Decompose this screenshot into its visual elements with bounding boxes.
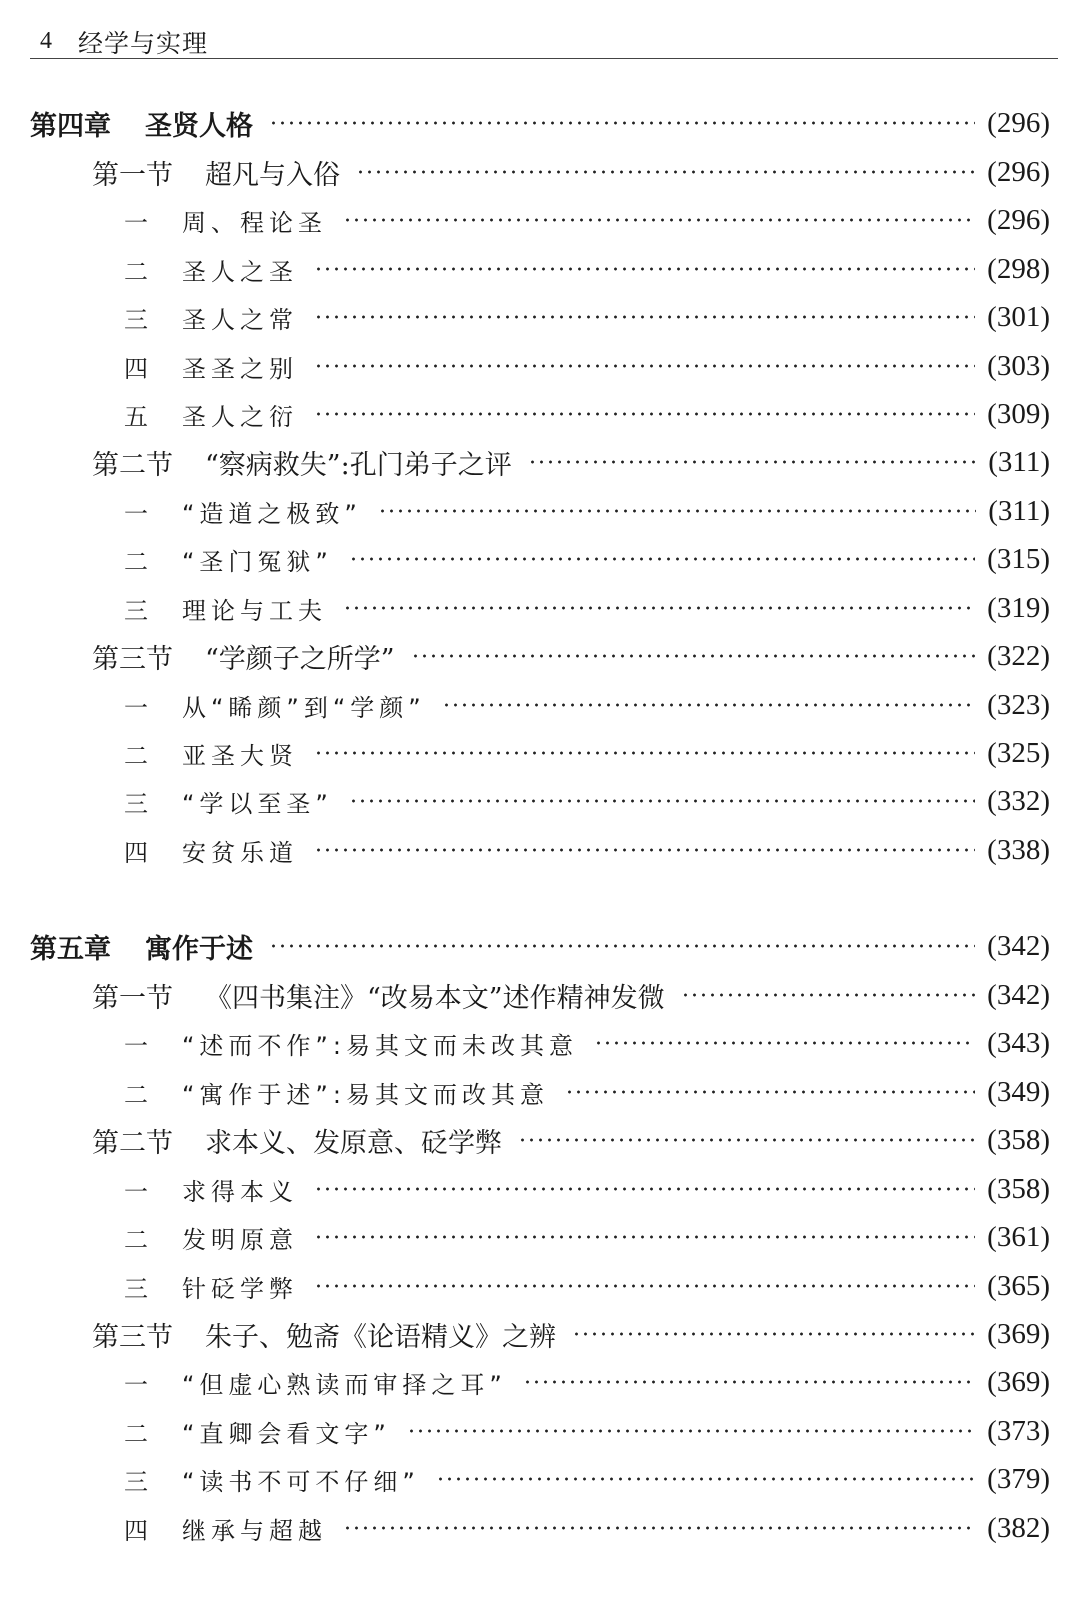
- dot-leader: [343, 1526, 975, 1530]
- dot-leader: [314, 751, 975, 755]
- toc-item[interactable]: [124, 1215, 1050, 1259]
- item-label: 二: [124, 547, 148, 576]
- toc-item[interactable]: [124, 1409, 1050, 1453]
- toc-chapter[interactable]: [30, 101, 1050, 145]
- page-ref: (349): [987, 1075, 1050, 1108]
- section-label: 第三节: [92, 643, 173, 675]
- page-ref: (303): [987, 349, 1050, 382]
- page-ref: (296): [987, 203, 1050, 236]
- item-label: 一: [124, 499, 148, 528]
- page-ref: (379): [987, 1462, 1050, 1495]
- toc-item[interactable]: [124, 1360, 1050, 1404]
- toc-section[interactable]: [92, 1312, 1050, 1356]
- dot-leader: [528, 460, 977, 464]
- item-title: 圣圣之别: [182, 354, 298, 383]
- dot-leader: [523, 1380, 975, 1384]
- page-ref: (332): [987, 784, 1050, 817]
- item-title: “寓作于述”:易其文而改其意: [182, 1080, 549, 1109]
- section-title: 《四书集注》“改易本文”述作精神发微: [205, 982, 665, 1014]
- item-title: “造道之极致”: [182, 499, 362, 528]
- item-title: 圣人之圣: [182, 257, 298, 286]
- item-title: “述而不作”:易其文而未改其意: [182, 1031, 578, 1060]
- dot-leader: [314, 1235, 975, 1239]
- item-title: “圣门冤狱”: [182, 547, 333, 576]
- toc-item[interactable]: [124, 247, 1050, 291]
- dot-leader: [314, 267, 975, 271]
- section-title: 超凡与入俗: [205, 159, 340, 191]
- dot-leader: [681, 993, 976, 997]
- item-label: 二: [124, 741, 148, 770]
- toc-item[interactable]: [124, 392, 1050, 436]
- page-ref: (325): [987, 736, 1050, 769]
- toc-item[interactable]: [124, 489, 1050, 533]
- item-title: 针砭学弊: [182, 1274, 298, 1303]
- toc-section[interactable]: [92, 634, 1050, 678]
- toc-section[interactable]: [92, 973, 1050, 1017]
- toc-item[interactable]: [124, 198, 1050, 242]
- item-label: 二: [124, 1225, 148, 1254]
- page-ref: (342): [987, 929, 1050, 962]
- chapter-label: 第五章: [30, 933, 111, 965]
- item-title: 安贫乐道: [182, 838, 298, 867]
- item-title: “但虚心熟读而审择之耳”: [182, 1370, 507, 1399]
- page-ref: (315): [987, 542, 1050, 575]
- item-title: 继承与超越: [182, 1516, 327, 1545]
- page-ref: (343): [987, 1026, 1050, 1059]
- item-label: 一: [124, 1031, 148, 1060]
- page-ref: (311): [988, 494, 1050, 527]
- dot-leader: [343, 606, 975, 610]
- dot-leader: [565, 1090, 975, 1094]
- section-title: 朱子、勉斋《论语精义》之辨: [205, 1321, 556, 1353]
- chapter-title: 圣贤人格: [145, 110, 253, 142]
- page-ref: (373): [987, 1414, 1050, 1447]
- dot-leader: [269, 944, 975, 948]
- page-ref: (358): [987, 1172, 1050, 1205]
- page-ref: (301): [987, 300, 1050, 333]
- item-label: 三: [124, 305, 148, 334]
- toc-chapter[interactable]: [30, 924, 1050, 968]
- item-title: 圣人之常: [182, 305, 298, 334]
- dot-leader: [314, 1284, 975, 1288]
- page-ref: (358): [987, 1123, 1050, 1156]
- toc-item[interactable]: [124, 731, 1050, 775]
- page-ref: (298): [987, 252, 1050, 285]
- item-title: “读书不可不仔细”: [182, 1467, 420, 1496]
- page-ref: (311): [988, 445, 1050, 478]
- section-title: 求本义、发原意、砭学弊: [205, 1127, 502, 1159]
- dot-leader: [314, 412, 975, 416]
- toc-item[interactable]: [124, 1167, 1050, 1211]
- item-label: 三: [124, 1467, 148, 1496]
- item-title: 从“睎颜”到“学颜”: [182, 693, 426, 722]
- item-title: 发明原意: [182, 1225, 298, 1254]
- dot-leader: [343, 218, 975, 222]
- dot-leader: [314, 315, 975, 319]
- dot-leader: [518, 1138, 975, 1142]
- toc-item[interactable]: [124, 537, 1050, 581]
- dot-leader: [378, 509, 976, 513]
- page-ref: (322): [987, 639, 1050, 672]
- dot-leader: [356, 170, 975, 174]
- item-label: 二: [124, 1080, 148, 1109]
- dot-leader: [314, 848, 975, 852]
- page-ref: (338): [987, 833, 1050, 866]
- page-number: 4: [40, 28, 52, 54]
- item-label: 三: [124, 1274, 148, 1303]
- item-title: 周、程论圣: [182, 208, 327, 237]
- page-ref: (319): [987, 591, 1050, 624]
- section-label: 第三节: [92, 1321, 173, 1353]
- item-title: “学以至圣”: [182, 789, 333, 818]
- item-title: 圣人之衍: [182, 402, 298, 431]
- page-ref: (309): [987, 397, 1050, 430]
- item-title: 理论与工夫: [182, 596, 327, 625]
- page-ref: (296): [987, 106, 1050, 139]
- item-label: 二: [124, 257, 148, 286]
- item-label: 三: [124, 789, 148, 818]
- item-label: 三: [124, 596, 148, 625]
- section-label: 第二节: [92, 449, 173, 481]
- dot-leader: [314, 1187, 975, 1191]
- toc-item[interactable]: [124, 828, 1050, 872]
- item-label: 一: [124, 1177, 148, 1206]
- toc-item[interactable]: [124, 295, 1050, 339]
- chapter-label: 第四章: [30, 110, 111, 142]
- section-title: “察病救失”:孔门弟子之评: [205, 449, 512, 481]
- dot-leader: [349, 557, 975, 561]
- section-title: “学颜子之所学”: [205, 643, 395, 675]
- toc-section[interactable]: [92, 1118, 1050, 1162]
- item-label: 四: [124, 1516, 148, 1545]
- section-label: 第一节: [92, 982, 173, 1014]
- item-label: 一: [124, 693, 148, 722]
- toc-section[interactable]: [92, 150, 1050, 194]
- dot-leader: [572, 1332, 975, 1336]
- page-ref: (365): [987, 1269, 1050, 1302]
- toc-section[interactable]: [92, 440, 1050, 484]
- toc-item[interactable]: [124, 683, 1050, 727]
- toc-item[interactable]: [124, 779, 1050, 823]
- chapter-title: 寓作于述: [145, 933, 253, 965]
- book-title: 经学与实理: [78, 29, 209, 58]
- item-label: 二: [124, 1419, 148, 1448]
- toc-item[interactable]: [124, 1457, 1050, 1501]
- toc-item[interactable]: [124, 344, 1050, 388]
- toc-item[interactable]: [124, 1021, 1050, 1065]
- dot-leader: [407, 1429, 975, 1433]
- dot-leader: [411, 654, 976, 658]
- toc-item[interactable]: [124, 1506, 1050, 1550]
- item-label: 一: [124, 1370, 148, 1399]
- toc-item[interactable]: [124, 1070, 1050, 1114]
- page-ref: (382): [987, 1511, 1050, 1544]
- dot-leader: [436, 1477, 975, 1481]
- page-ref: (361): [987, 1220, 1050, 1253]
- dot-leader: [269, 121, 975, 125]
- item-label: 四: [124, 354, 148, 383]
- item-label: 一: [124, 208, 148, 237]
- page-ref: (296): [987, 155, 1050, 188]
- dot-leader: [442, 703, 975, 707]
- toc-item[interactable]: [124, 1264, 1050, 1308]
- section-label: 第一节: [92, 159, 173, 191]
- page-ref: (342): [987, 978, 1050, 1011]
- dot-leader: [314, 364, 975, 368]
- page-ref: (369): [987, 1365, 1050, 1398]
- page-ref: (369): [987, 1317, 1050, 1350]
- dot-leader: [349, 799, 975, 803]
- item-label: 五: [124, 402, 148, 431]
- item-title: “直卿会看文字”: [182, 1419, 391, 1448]
- toc-item[interactable]: [124, 586, 1050, 630]
- section-label: 第二节: [92, 1127, 173, 1159]
- item-label: 四: [124, 838, 148, 867]
- item-title: 亚圣大贤: [182, 741, 298, 770]
- page-ref: (323): [987, 688, 1050, 721]
- item-title: 求得本义: [182, 1177, 298, 1206]
- dot-leader: [594, 1041, 975, 1045]
